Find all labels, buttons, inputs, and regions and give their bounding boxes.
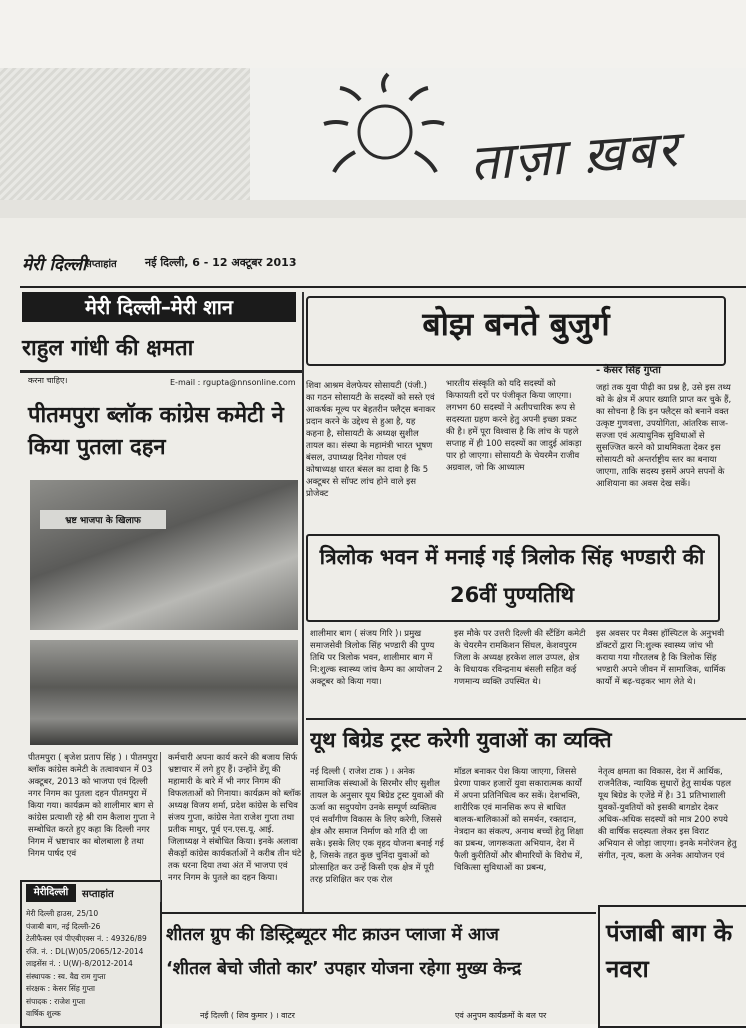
imprint-line: वार्षिक शुल्क	[26, 1009, 61, 1018]
story4-rule	[306, 718, 746, 720]
imprint-logo: मेरीदिल्ली	[26, 884, 76, 902]
imprint-line: मेरी दिल्ली हाउस, 25/10	[26, 909, 99, 918]
masthead-rule	[20, 286, 746, 288]
imprint-line: रजि. नं. : DL(W)05/2065/12-2014	[26, 946, 144, 956]
column-rule	[302, 292, 304, 912]
story5-tail: एवं अनुपम कार्यक्रमों के बल पर	[455, 1011, 547, 1020]
story4-col3: नेतृत्व क्षमता का विकास, देश में आर्थिक, राजनैतिक, न्यायिक सुधारों हेतु सार्थक पहल यूथ बिग्रेड के एजेंडे में है। 31 प्रतिभाशाली युवकों-युवतियों को इसकी बागडोर देकर अधिक-अधिक सदस्यों को मात्र 200 रुपये की वार्षिक सदस्यता लेकर इस विराट अभियान से जोड़ा जाएगा। इनके मनोरंजन हेतु संगीत, नृत्य, कला के अनेक आयोजन एवं	[598, 767, 737, 861]
column-rule	[160, 752, 161, 902]
email-line: E-mail : rgupta@nnsonline.com	[170, 378, 296, 387]
story1-col1: शिवा आश्रम वेलफेयर सोसायटी (पंजी.) का गठन सोसायटी के सदस्यों को सस्ते एवं आकर्षक मूल्य पर बेहतरीन फ्लैट्स बनाकर प्रदान करने के उद्देश्य से हुआ है, यह कहना है, सोसायटी के अध्यक्ष सुशील तायल का। संस्था के महामंत्री भारत भूषण बंसल, उपाध्यक्ष दिनेश गोयल एवं कोषाध्यक्ष धारत बंसल का दावा है कि 5 अक्टूबर से सॉफ्ट लांच होने वाले इस प्रोजेक्ट	[306, 381, 436, 499]
story4-col1: नई दिल्ली ( राजेश टाक ) । अनेक सामाजिक संस्थाओं के सिरमौर सीए सुशील तायल के अनुसार यूथ बिग्रेड ट्रस्ट युवाओं की ऊर्जा का सदुपयोग उनके सम्पूर्ण व्यक्तित्व एवं सर्वांगीण विकास के लिए करेगी, जिससे क्षेत्र और समाज निर्माण को गति दी जा सके। इसके लिए एक वृहद योजना बनाई गई है, जिसके तहत कुछ चुनिंदा युवाओं को प्रोत्साहित कर उन्हें किसी एक क्षेत्र में पूरी तरह प्रशिक्षित कर एक रोल	[310, 767, 444, 885]
story3-col1: शालीमार बाग ( संजय गिरि )। प्रमुख समाजसेवी त्रिलोक सिंह भण्डारी की पुण्य तिथि पर त्रिलोक भवन, शालीमार बाग में नि:शुल्क स्वास्थ्य जांच कैम्प का आयोजन 2 अक्टूबर को किया गया।	[310, 629, 443, 687]
story5-rule	[160, 912, 596, 914]
story5-dateline: नई दिल्ली ( शिव कुमार ) । वाटर	[200, 1011, 295, 1020]
imprint-lines	[26, 908, 154, 1021]
section-subhead: राहुल गांधी की क्षमता	[22, 336, 194, 361]
story2-col2: कर्मचारी अपना कार्य करने की बजाय सिर्फ भ्रष्टाचार में लगे हुए हैं। उन्होंने डेंगू की महामारी के बारे में भी नगर निगम की विफलताओं को गिनाया। कार्यक्रम को ब्लॉक अध्यक्ष विजय शर्मा, प्रदेश कांग्रेस के सचिव संजय गुप्ता, कांग्रेस नेता राजेश गुप्ता तथा प्रतीक माथुर, पूर्व एन.एस.यू. आई. जिलाध्यक्ष ने संबोधित किया। इनके अलावा सैकड़ों कांग्रेस कार्यकर्ताओं ने करीब तीन घंटे तक धरना दिया तथा अंत में भाजपा एवं नगर निगम के पुतले का दहन किया।	[168, 753, 302, 883]
story2-photo-bottom	[30, 640, 298, 745]
imprint-line: टेलीफैक्स एवं पीएबीएक्स नं. : 49326/89	[26, 934, 147, 943]
imprint-line: संरक्षक : केसर सिंह गुप्ता	[26, 984, 95, 993]
masthead-date: नई दिल्ली, 6 - 12 अक्टूबर 2013	[145, 256, 297, 269]
story2-photo-top	[30, 480, 298, 630]
story2-photo-banner: भ्रष्ट भाजपा के खिलाफ	[40, 510, 166, 529]
story3-headline: त्रिलोक भवन में मनाई गई त्रिलोक सिंह भण्डारी की 26वीं पुण्यतिथि	[319, 545, 705, 607]
story1-headline: बोझ बनते बुजुर्ग	[422, 305, 610, 343]
story1-col3: जहां तक युवा पीढ़ी का प्रश्न है, उसे इस तथ्य को के क्षेत्र में अपार ख्याति प्राप्त कर चुके हैं, का सोचना है कि इन फ्लैट्स को बनाने वक्त उत्कृष्ट गुणवत्ता, उपयोगिता, आंतरिक साज-सज्जा एवं अत्याधुनिक सुविधाओं से सुसज्जित करने को प्राथमिकता देकर इस सोसायटी को अन्तर्राष्ट्रीय स्तर का बनाया जाएगा, ताकि सदस्य इसमें अपने सपनों के आशियाना का अवस देख सकें।	[596, 383, 732, 489]
story5-headline-1: शीतल ग्रुप की डिस्ट्रिब्यूटर मीट क्राउन प्लाजा में आज	[166, 925, 499, 945]
story2-col1: पीतमपुरा ( बृजेश प्रताप सिंह ) । पीतमपुरा ब्लॉक कांग्रेस कमेटी के तत्वावधान में 03 अक्टूबर, 2013 को भाजपा एवं दिल्ली नगर निगम का पुतला दहन पीतमपुरा में किया गया। कार्यक्रम को शालीमार बाग से कांग्रेस प्रत्याशी रहे श्री राम कैलाश गुप्ता ने सम्बोधित करते हुए कहा कि दिल्ली नगर निगम में भ्रष्टाचार का बोलबाला है तथा निगम पार्षद एवं	[28, 753, 158, 859]
imprint-line: संस्थापक : स्व. वैद्य राम गुप्ता	[26, 971, 106, 981]
story4-headline: यूथ बिग्रेड ट्रस्ट करेगी युवाओं का व्यक्ति	[310, 728, 612, 752]
imprint-line: संपादक : राजेश गुप्ता	[26, 996, 86, 1006]
story4-col2: मॉडल बनाकर पेश किया जाएगा, जिससे प्रेरणा पाकर हजारों युवा सकारात्मक कार्यों में अपना प्रतिनिधित्व कर सकें। देशभक्ति, शारीरिक एवं मानसिक रूप से बाधित बालक-बालिकाओं को समर्थन, रक्तदान, नेत्रदान का संकल्प, अनाथ बच्चों हेतु शिक्षा का प्रबन्ध, जागरूकता अभियान, देश में फैली कुरीतियों और बीमारियों के विरोध में, चिकित्सा सुविधाओं का प्रबन्ध,	[454, 767, 584, 873]
story5-headline-2: ‘शीतल बेचो जीतो कार’ उपहार योजना रहेगा मुख्य केन्द्र	[166, 959, 522, 979]
strap-left: करना चाहिए।	[28, 376, 68, 385]
section-title: मेरी दिल्ली–मेरी शान	[22, 292, 296, 322]
imprint-line: पंजाबी बाग, नई दिल्ली-26	[26, 921, 101, 931]
story2-headline: पीतमपुरा ब्लॉक कांग्रेस कमेटी ने किया पुतला दहन	[28, 403, 284, 460]
story3-col3: इस अवसर पर मैक्स हॉस्पिटल के अनुभवी डॉक्टरों द्वारा नि:शुल्क स्वास्थ्य जांच भी कराया गया गौरतलब है कि त्रिलोक सिंह भण्डारी अपने जीवन में सामाजिक, धार्मिक कार्यों में बढ़-चढ़कर भाग लेते थे।	[596, 629, 726, 687]
sun-icon	[310, 72, 460, 182]
section-rule	[20, 370, 302, 373]
imprint-edition: सप्ताहांत	[82, 889, 114, 900]
story3-col2: इस मौके पर उत्तरी दिल्ली की स्टैंडिंग कमेटी के चेयरमैन रामकिशन सिंघल, केशवपुरम जिला के अध्यक्ष हरकेश लाल उप्पल, क्षेत्र के विधायक रविन्द्रनाथ बंसली सहित कई गणमान्य व्यक्ति उपस्थित थे।	[454, 629, 586, 687]
story1-byline: - केसर सिंह गुप्ता	[596, 365, 661, 376]
banner-word: ताज़ा ख़बर	[468, 119, 682, 193]
imprint-line: लाइसेंस नं. : U(W)-8/2012-2014	[26, 959, 133, 968]
story6-headline: पंजाबी बाग के नवरा	[606, 919, 733, 983]
story1-col2: भारतीय संस्कृति को यदि सदस्यों को किफायती दरों पर पंजीकृत किया जाएगा। लगभग 60 सदस्यों ने अतीपचारिक रूप से सदस्यता ग्रहण करने हेतु अपनी इच्छा प्रकट की है। हमें पूरा विश्वास है कि लांच के पहले सप्ताह में ही 100 सदस्यों का जादुई आंकड़ा पार हो जाएगा। सोसायटी के चेयरमैन राजीव अग्रवाल, जो कि आध्यात्म	[446, 379, 582, 473]
masthead-name: मेरी दिल्ली	[22, 255, 87, 275]
masthead-edition: सप्ताहांत	[85, 259, 117, 270]
paper-fold-strip	[0, 200, 746, 218]
